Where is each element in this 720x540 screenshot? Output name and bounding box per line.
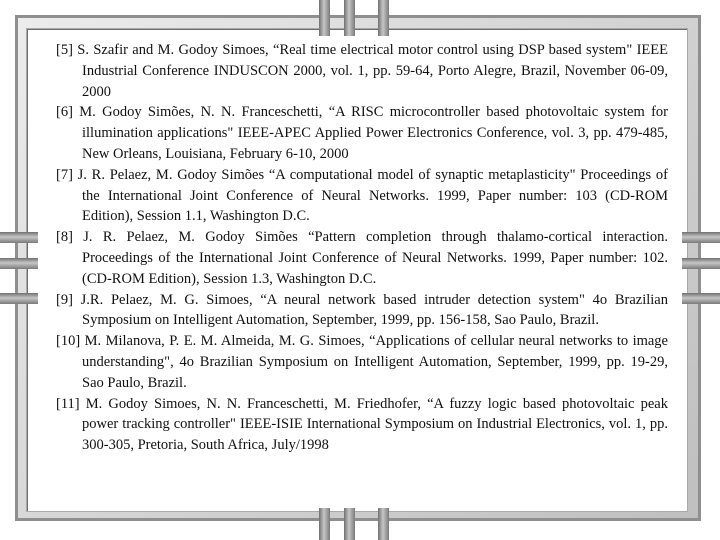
- reference-item: [11] M. Godoy Simoes, N. N. Franceschetti, M. Friedhofer, “A fuzzy logic based photovoltaic peak power tracking controller" IEEE-ISIE International Symposium on Industrial Electronics, vol. 1, pp. 300-305, Pretoria, South Africa, July/1998: [56, 395, 668, 454]
- frame-bar-decoration: [0, 258, 38, 269]
- reference-item: [5] S. Szafir and M. Godoy Simoes, “Real time electrical motor control using DSP based system" IEEE Industrial Conference INDUSCON 2000, vol. 1, pp. 59-64, Porto Alegre, Brazil, November 06-09, 2000: [56, 42, 668, 100]
- frame-bar-decoration: [682, 258, 720, 269]
- reference-item: [7] J. R. Pelaez, M. Godoy Simões “A computational model of synaptic metaplasticity" Proceedings of the International Joint Conference of Neural Networks. 1999, Paper number: 103 (CD-ROM Edition), Session 1.1, Washington D.C.: [56, 166, 668, 225]
- reference-item: [6] M. Godoy Simões, N. N. Franceschetti, “A RISC microcontroller based photovoltaic system for illumination applications" IEEE-APEC Applied Power Electronics Conference, vol. 3, pp. 479-485, New Orleans, Louisiana, February 6-10, 2000: [56, 104, 668, 162]
- frame-bar-decoration: [378, 508, 389, 540]
- reference-item: [10] M. Milanova, P. E. M. Almeida, M. G. Simoes, “Applications of cellular neural networks to image understanding", 4o Brazilian Symposium on Intelligent Automation, September, 1999, pp. 19-29, Sao Paulo, Brazil.: [56, 333, 668, 391]
- reference-item: [9] J.R. Pelaez, M. G. Simoes, “A neural network based intruder detection system" 4o Brazilian Symposium on Intelligent Automation, September, 1999, pp. 156-158, Sao Paulo, Brazil.: [56, 291, 668, 329]
- reference-list: [56, 40, 668, 456]
- frame-bar-decoration: [344, 0, 355, 36]
- frame-bar-decoration: [378, 0, 389, 36]
- frame-bar-decoration: [319, 0, 330, 36]
- frame-bar-decoration: [0, 232, 38, 243]
- frame-bar-decoration: [319, 508, 330, 540]
- frame-bar-decoration: [682, 232, 720, 243]
- frame-bar-decoration: [344, 508, 355, 540]
- frame-bar-decoration: [0, 293, 38, 304]
- frame-bar-decoration: [682, 293, 720, 304]
- reference-item: [8] J. R. Pelaez, M. Godoy Simões “Pattern completion through thalamo-cortical interaction. Proceedings of the International Joint Conference of Neural Networks. 1999, Paper number: 102. (CD-ROM Edition), Session 1.3, Washington D.C.: [56, 229, 668, 287]
